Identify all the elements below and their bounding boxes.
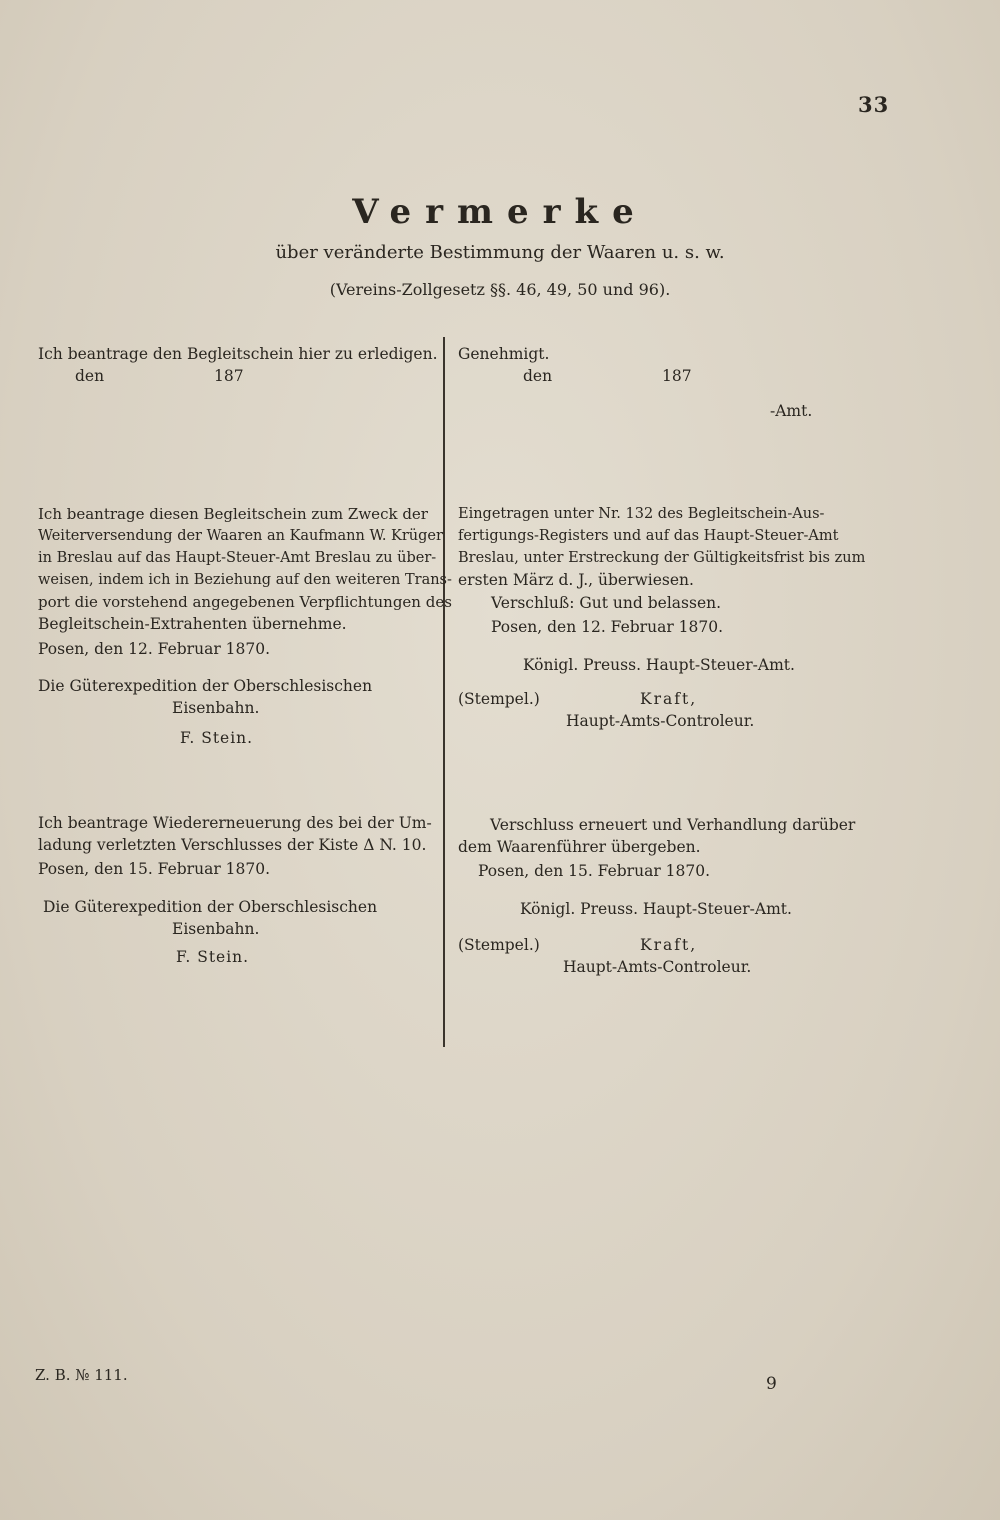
signature-name: F. Stein. (176, 948, 250, 966)
place-date: Posen, den 15. Februar 1870. (478, 862, 711, 880)
page-number: 33 (858, 92, 890, 117)
text-line: Weiterversendung der Waaren an Kaufmann W. Krüger (38, 528, 443, 544)
sender-line: Eisenbahn. (172, 699, 260, 717)
sender-line: Eisenbahn. (172, 920, 260, 938)
stamp-label: (Stempel.) (458, 690, 540, 708)
signature-name: Kraft, (640, 690, 698, 708)
footer-reference: Z. B. № 111. (35, 1366, 128, 1384)
signature-name: F. Stein. (180, 729, 254, 747)
text-line: Verschluss erneuert und Verhandlung darüber (490, 816, 856, 834)
text-line: ladung verletzten Verschlusses der Kiste Δ N. 10. (38, 836, 427, 854)
seal-note: Verschluß: Gut und belassen. (491, 594, 722, 612)
date-label: den (75, 367, 105, 385)
place-date: Posen, den 12. Februar 1870. (491, 618, 724, 636)
signature-title: Haupt-Amts-Controleur. (566, 712, 755, 730)
request-line: Ich beantrage den Begleitschein hier zu erledigen. (38, 345, 438, 363)
law-reference: (Vereins-Zollgesetz §§. 46, 49, 50 und 96). (329, 280, 671, 299)
year-label: 187 (662, 367, 692, 385)
text-line: in Breslau auf das Haupt-Steuer-Amt Breslau zu über- (38, 550, 437, 566)
text-line: ersten März d. J., überwiesen. (458, 571, 694, 589)
year-label: 187 (214, 367, 244, 385)
text-line: Ich beantrage Wiedererneuerung des bei der Um- (38, 814, 432, 832)
stamp-label: (Stempel.) (458, 936, 540, 954)
text-line: fertigungs-Registers und auf das Haupt-Steuer-Amt (458, 528, 839, 544)
text-line: port die vorstehend angegebenen Verpflichtungen des (38, 593, 452, 611)
text-line: Begleitschein-Extrahenten übernehme. (38, 615, 347, 633)
office-name: Königl. Preuss. Haupt-Steuer-Amt. (523, 656, 795, 674)
text-line: dem Waarenführer übergeben. (458, 838, 701, 856)
text-line: Eingetragen unter Nr. 132 des Begleitschein-Aus- (458, 506, 825, 522)
office-name: Königl. Preuss. Haupt-Steuer-Amt. (520, 900, 792, 918)
date-label: den (523, 367, 553, 385)
signature-title: Haupt-Amts-Controleur. (563, 958, 752, 976)
column-divider (443, 337, 445, 1047)
text-line: Breslau, unter Erstreckung der Gültigkeitsfrist bis zum (458, 550, 866, 566)
place-date: Posen, den 12. Februar 1870. (38, 640, 271, 658)
approved-label: Genehmigt. (458, 345, 550, 363)
sheet-number: 9 (766, 1374, 777, 1394)
page-subtitle: über veränderte Bestimmung der Waaren u. s. w. (275, 242, 725, 263)
place-date: Posen, den 15. Februar 1870. (38, 860, 271, 878)
sender-line: Die Güterexpedition der Oberschlesischen (38, 677, 373, 695)
office-label: -Amt. (770, 402, 813, 420)
page-title: Vermerke (352, 192, 648, 232)
text-line: weisen, indem ich in Beziehung auf den weiteren Trans- (38, 572, 452, 588)
text-line: Ich beantrage diesen Begleitschein zum Zweck der (38, 505, 428, 523)
signature-name: Kraft, (640, 936, 698, 954)
sender-line: Die Güterexpedition der Oberschlesischen (43, 898, 378, 916)
